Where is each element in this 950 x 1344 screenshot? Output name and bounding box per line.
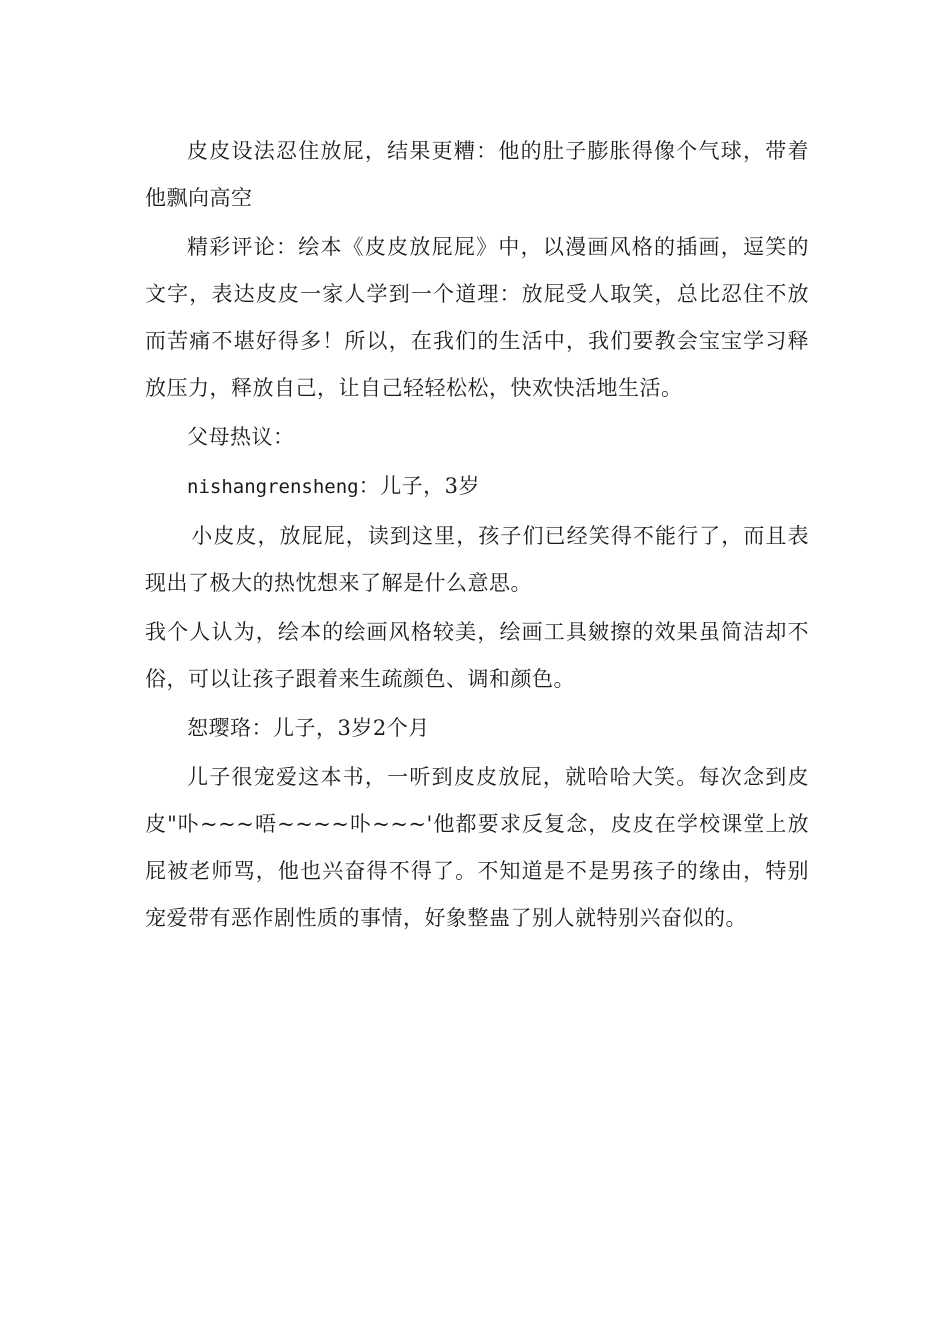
paragraph-comment-1: 小皮皮，放屁屁，读到这里，孩子们已经笑得不能行了，而且表现出了极大的热忱想来了解是什么意思。	[145, 524, 809, 595]
paragraph-review: 精彩评论：绘本《皮皮放屁屁》中，以漫画风格的插画，逗笑的文字，表达皮皮一家人学到一个道理：放屁受人取笑，总比忍住不放而苦痛不堪好得多！所以，在我们的生活中，我们要教会宝宝学习释放压力，释放自己，让自己轻轻松松，快欢快活地生活。	[145, 235, 809, 400]
paragraph-parents-heading: 父母热议：	[187, 425, 295, 449]
document-body	[145, 128, 809, 944]
commenter-name: nishangrensheng	[187, 476, 359, 498]
commenter-1-info: ：儿子，3岁	[358, 474, 480, 498]
paragraph-commenter-2: 恕璎珞：儿子，3岁2个月	[187, 716, 430, 740]
paragraph-balloon: 皮皮设法忍住放屁，结果更糟：他的肚子膨胀得像个气球，带着他飘向高空	[145, 139, 809, 210]
paragraph-comment-2: 儿子很宠爱这本书，一听到皮皮放屁，就哈哈大笑。每次念到皮皮"卟~~~唔~~~~卟~~~'他都要求反复念，皮皮在学校课堂上放屁被老师骂，他也兴奋得不得了。不知道是不是男孩子的缘由，特别宠爱带有恶作剧性质的事情，好象整蛊了别人就特别兴奋似的。	[145, 765, 809, 930]
paragraph-comment-1-continued: 我个人认为，绘本的绘画风格较美，绘画工具皴擦的效果虽简洁却不俗，可以让孩子跟着来生疏颜色、调和颜色。	[145, 620, 809, 691]
paragraph-commenter-1	[145, 463, 809, 511]
